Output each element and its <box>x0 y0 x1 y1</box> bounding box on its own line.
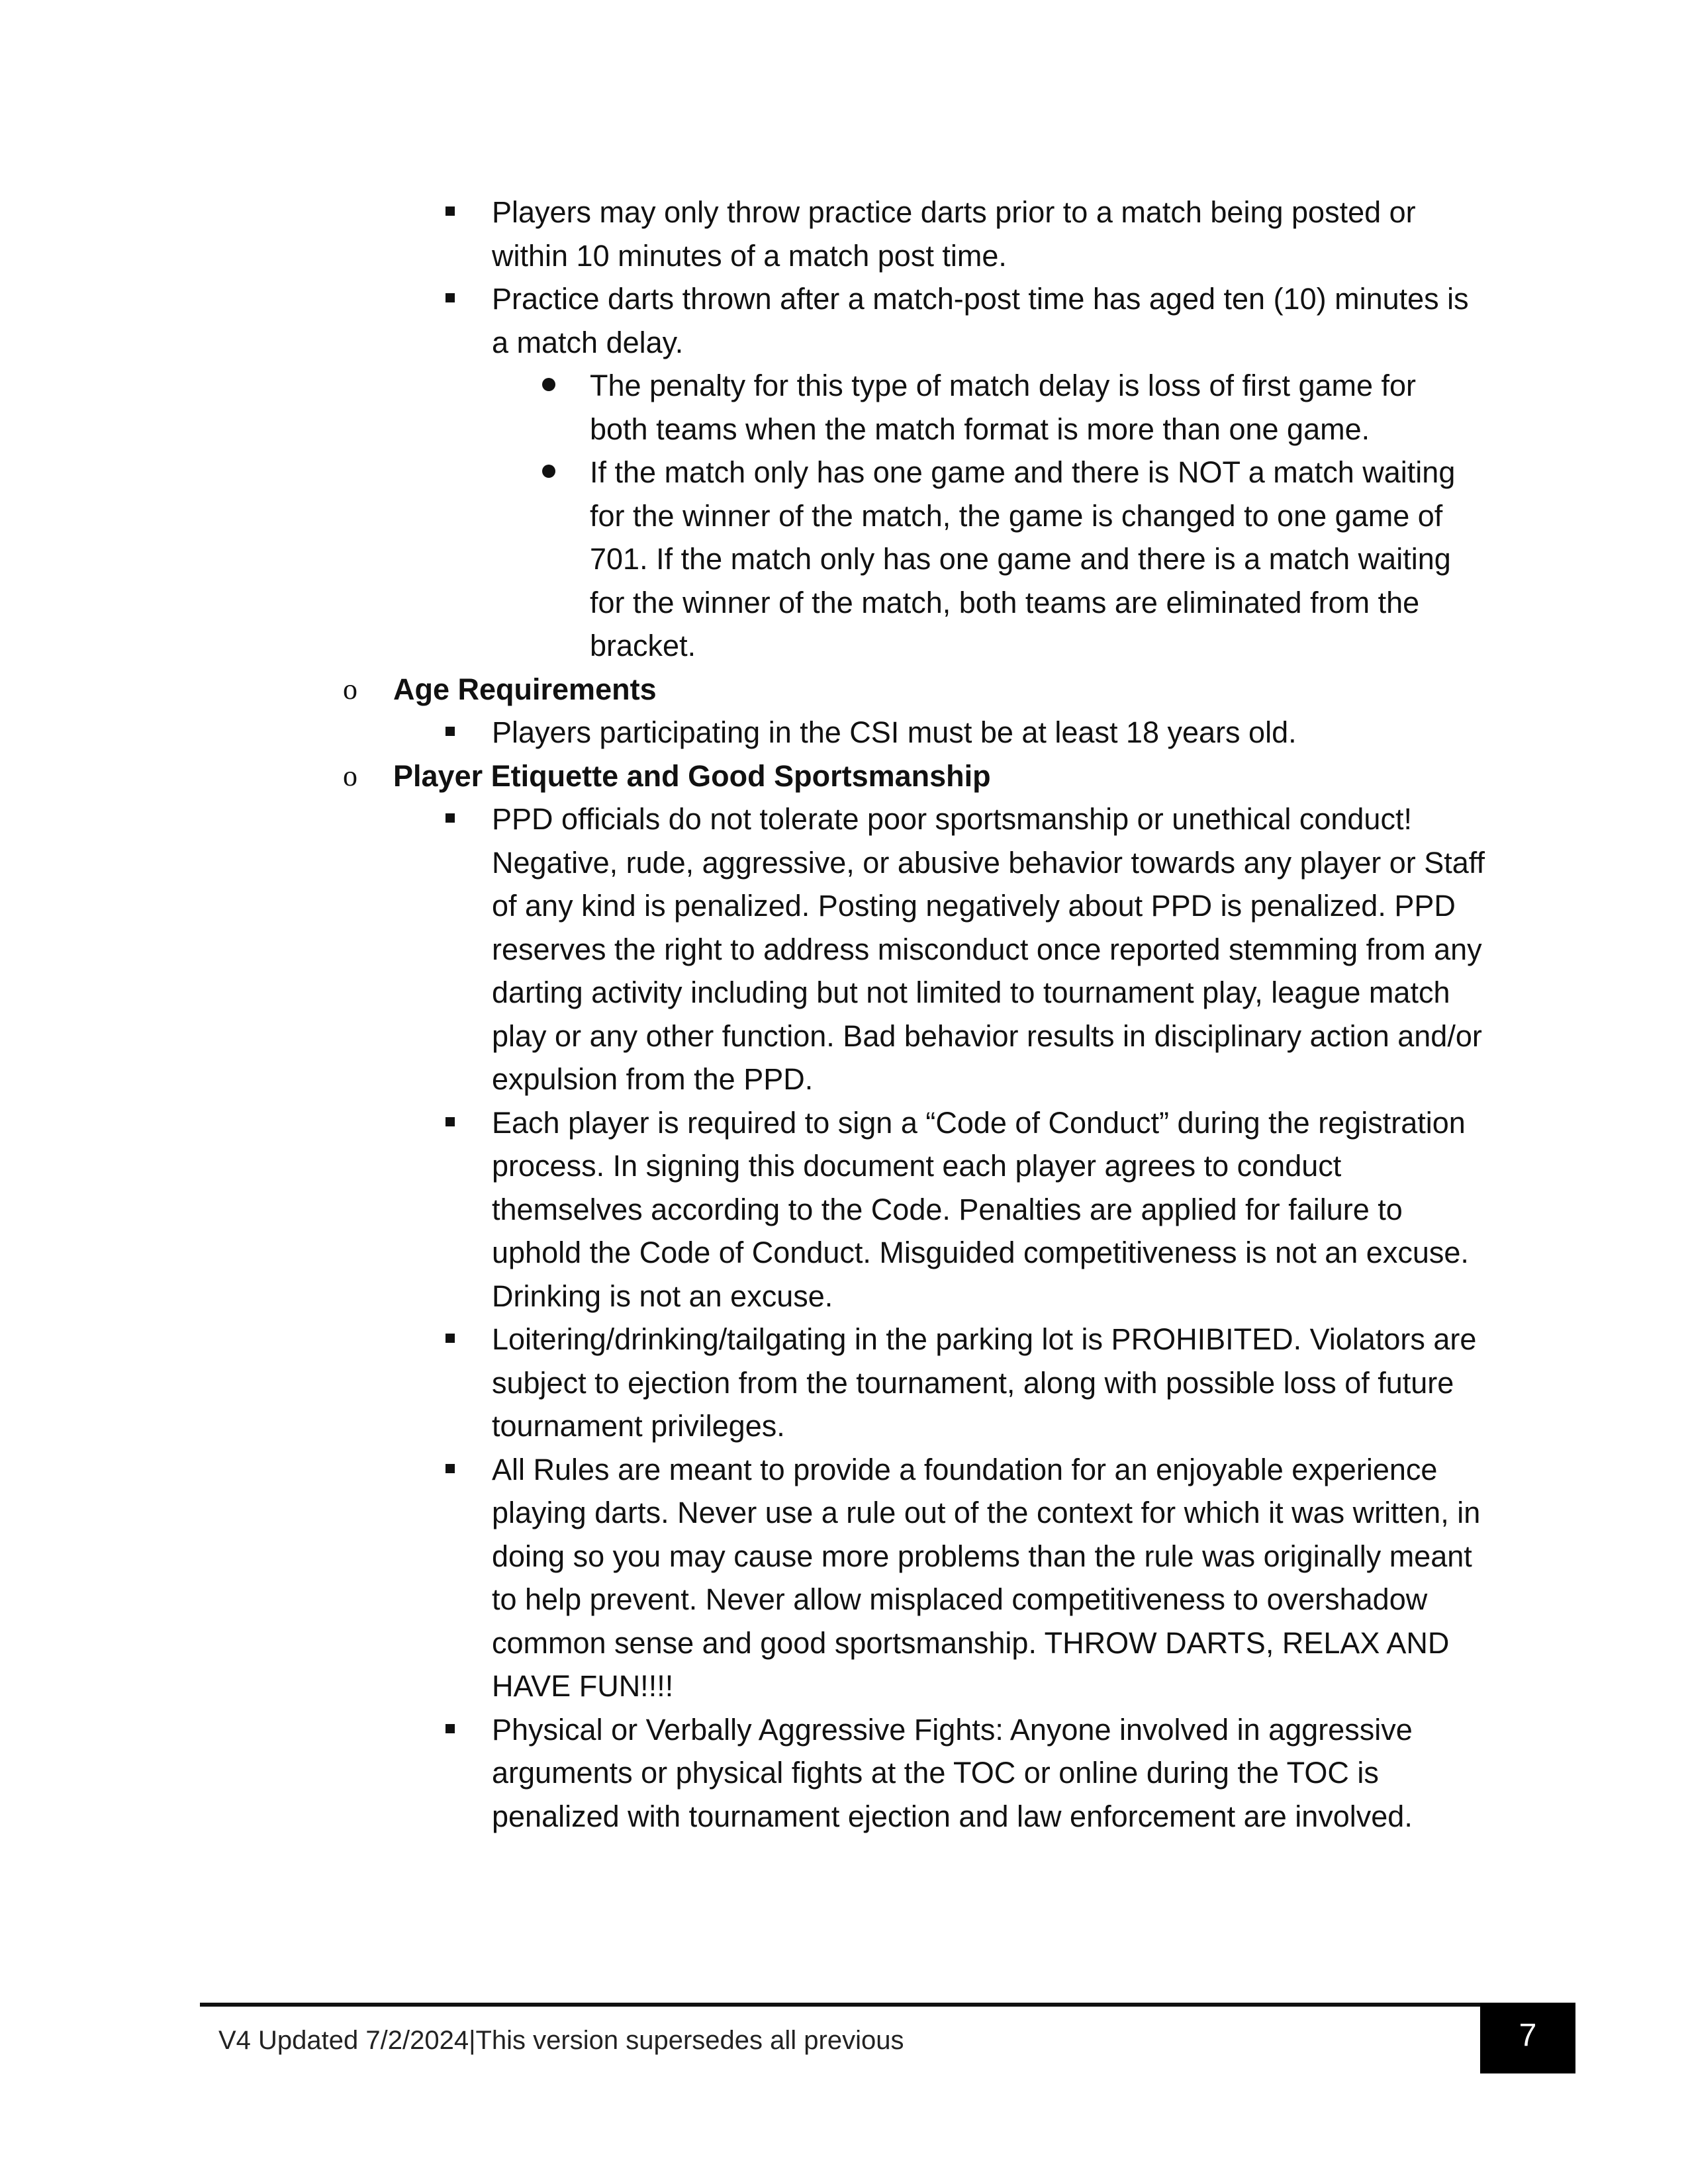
rule-text: Players may only throw practice darts prior to a match being posted or within 10 minutes of a match post time. <box>492 195 1416 273</box>
square-bullet-icon <box>445 1334 455 1343</box>
rule-sportsmanship <box>492 797 1485 1101</box>
rule-text: If the match only has one game and there is NOT a match waiting for the winner of the match, the game is changed to one game of 701. If the match only has one game and there is a match waiting for the winner of the match, both teams are eliminated from the bracket. <box>590 455 1456 662</box>
rule-delay-penalty-multi-game <box>590 364 1464 451</box>
rule-practice-darts-timing <box>492 191 1485 277</box>
round-bullet-icon <box>542 378 555 391</box>
section-age-requirements <box>343 668 1452 711</box>
rule-text: Players participating in the CSI must be at least 18 years old. <box>492 715 1297 749</box>
rule-aggressive-fights <box>492 1708 1485 1839</box>
square-bullet-icon <box>445 206 455 216</box>
rule-text: All Rules are meant to provide a foundation for an enjoyable experience playing darts. Never use a rule out of the context for which it was written, in doing so you may cause more problems than the rule was originally meant to help prevent. Never allow misplaced competitiveness to overshadow common sense and good sportsmanship. THROW DARTS, RELAX AND HAVE FUN!!!! <box>492 1452 1481 1703</box>
section-heading: Age Requirements <box>393 672 657 706</box>
section-heading: Player Etiquette and Good Sportsmanship <box>393 758 991 793</box>
rule-text: Physical or Verbally Aggressive Fights: Anyone involved in aggressive arguments or physical fights at the TOC or online during the TOC is penalized with tournament ejection and law enforcement are involved. <box>492 1712 1413 1833</box>
footer-divider <box>200 2003 1575 2007</box>
rules-list <box>0 191 1688 1838</box>
square-bullet-icon <box>445 1464 455 1473</box>
rule-text: Each player is required to sign a “Code of Conduct” during the registration process. In signing this document each player agrees to conduct themselves according to the Code. Penalties are applied for failure to uphold the Code of Conduct. Misguided competitiveness is not an excuse. Drinking is not an excuse. <box>492 1105 1469 1313</box>
rule-practice-darts-delay <box>492 277 1485 364</box>
rule-code-of-conduct <box>492 1101 1485 1318</box>
square-bullet-icon <box>445 1724 455 1733</box>
rule-text: Loitering/drinking/tailgating in the parking lot is PROHIBITED. Violators are subject to ejection from the tournament, along with possible loss of future tournament privileges. <box>492 1322 1477 1443</box>
footer-version-note: V4 Updated 7/2/2024|This version supersedes all previous <box>218 2026 904 2055</box>
rule-text: The penalty for this type of match delay is loss of first game for both teams when the match format is more than one game. <box>590 369 1417 446</box>
rule-parking-lot <box>492 1318 1485 1448</box>
square-bullet-icon <box>445 1117 455 1126</box>
square-bullet-icon <box>445 293 455 302</box>
square-bullet-icon <box>445 727 455 736</box>
rule-minimum-age <box>492 711 1485 754</box>
circle-bullet-icon: o <box>343 672 357 705</box>
section-player-etiquette <box>343 754 1452 798</box>
page-number: 7 <box>1480 2003 1575 2073</box>
rule-text: Practice darts thrown after a match-post time has aged ten (10) minutes is a match delay. <box>492 282 1469 359</box>
rule-delay-penalty-single-game <box>590 451 1464 668</box>
rule-foundation <box>492 1448 1485 1708</box>
round-bullet-icon <box>542 465 555 478</box>
square-bullet-icon <box>445 813 455 823</box>
circle-bullet-icon: o <box>343 759 357 792</box>
rule-text: PPD officials do not tolerate poor sportsmanship or unethical conduct! Negative, rude, aggressive, or abusive behavior towards any player or Staff of any kind is penalized. Posting negatively about PPD is penalized. PPD reserves the right to address misconduct once reported stemming from any darting activity including but not limited to tournament play, league match play or any other function. Bad behavior results in disciplinary action and/or expulsion from the PPD. <box>492 802 1485 1096</box>
